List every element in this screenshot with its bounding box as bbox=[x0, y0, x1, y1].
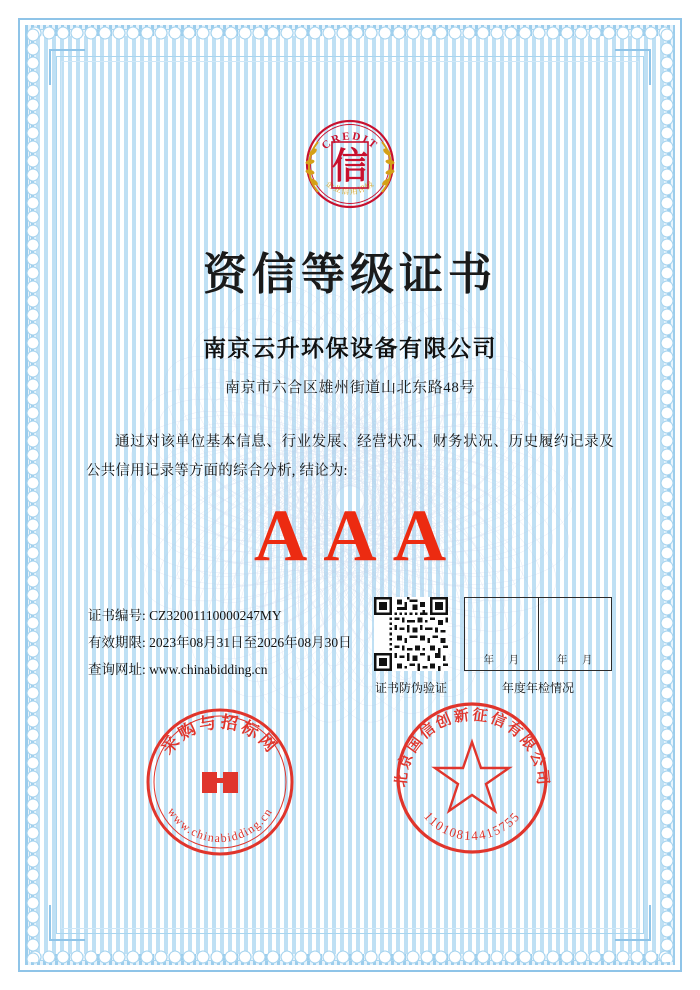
detail-label-certificate-number: 证书编号: bbox=[88, 608, 146, 623]
annual-inspection-cell-1-label: 年 月 bbox=[483, 655, 526, 666]
qr-verification-block bbox=[372, 597, 450, 696]
emblem-bottom-text: 企业信用评级 bbox=[324, 178, 376, 197]
qr-code-icon[interactable] bbox=[374, 597, 448, 671]
procurement-bidding-stamp bbox=[140, 702, 300, 862]
detail-value-validity: 2023年08月31日至2026年08月30日 bbox=[149, 635, 352, 650]
certificate-details bbox=[88, 602, 352, 683]
company-name: 南京云升环保设备有限公司 bbox=[203, 336, 497, 361]
credit-grade: AAA bbox=[253, 495, 463, 577]
emblem-top-text: CREDIT bbox=[319, 130, 381, 153]
procurement-bidding-stamp-icon bbox=[140, 702, 300, 862]
detail-row-certificate-number bbox=[88, 602, 352, 629]
annual-inspection-table bbox=[464, 597, 612, 671]
detail-label-validity: 有效期限: bbox=[88, 635, 146, 650]
emblem-center-character: 信 bbox=[331, 145, 369, 187]
certificate-content bbox=[62, 62, 638, 928]
detail-label-website: 查询网址: bbox=[88, 662, 146, 677]
detail-value-certificate-number: CZ32001110000247MY bbox=[149, 608, 282, 623]
annual-inspection-caption: 年度年检情况 bbox=[501, 681, 574, 695]
detail-row-website bbox=[88, 656, 352, 683]
company-address: 南京市六合区雄州街道山北东路48号 bbox=[224, 380, 476, 396]
annual-inspection-block bbox=[464, 597, 612, 696]
guoxin-credit-stamp-icon bbox=[392, 698, 552, 858]
detail-row-validity bbox=[88, 629, 352, 656]
svg-text:北京国信创新征信有限公司: 北京国信创新征信有限公司 bbox=[392, 705, 552, 789]
svg-text:www.chinabidding.cn: www.chinabidding.cn bbox=[164, 804, 276, 846]
detail-value-website[interactable]: www.chinabidding.cn bbox=[149, 662, 268, 677]
evaluation-statement: 通过对该单位基本信息、行业发展、经营状况、财务状况、历史履约记录及公共信用记录等方面的综合分析, 结论为: bbox=[86, 434, 614, 479]
svg-text:采购与招标网: 采购与招标网 bbox=[157, 712, 283, 759]
qr-caption: 证书防伪验证 bbox=[374, 681, 447, 695]
annual-inspection-cell-1 bbox=[465, 598, 538, 670]
credit-emblem-icon bbox=[288, 108, 412, 220]
annual-inspection-cell-2-label: 年 月 bbox=[556, 655, 599, 666]
guoxin-credit-stamp bbox=[392, 698, 552, 858]
svg-text:11010814415755: 11010814415755 bbox=[421, 808, 523, 844]
page-title: 资信等级证书 bbox=[203, 249, 497, 300]
annual-inspection-cell-2 bbox=[538, 598, 612, 670]
